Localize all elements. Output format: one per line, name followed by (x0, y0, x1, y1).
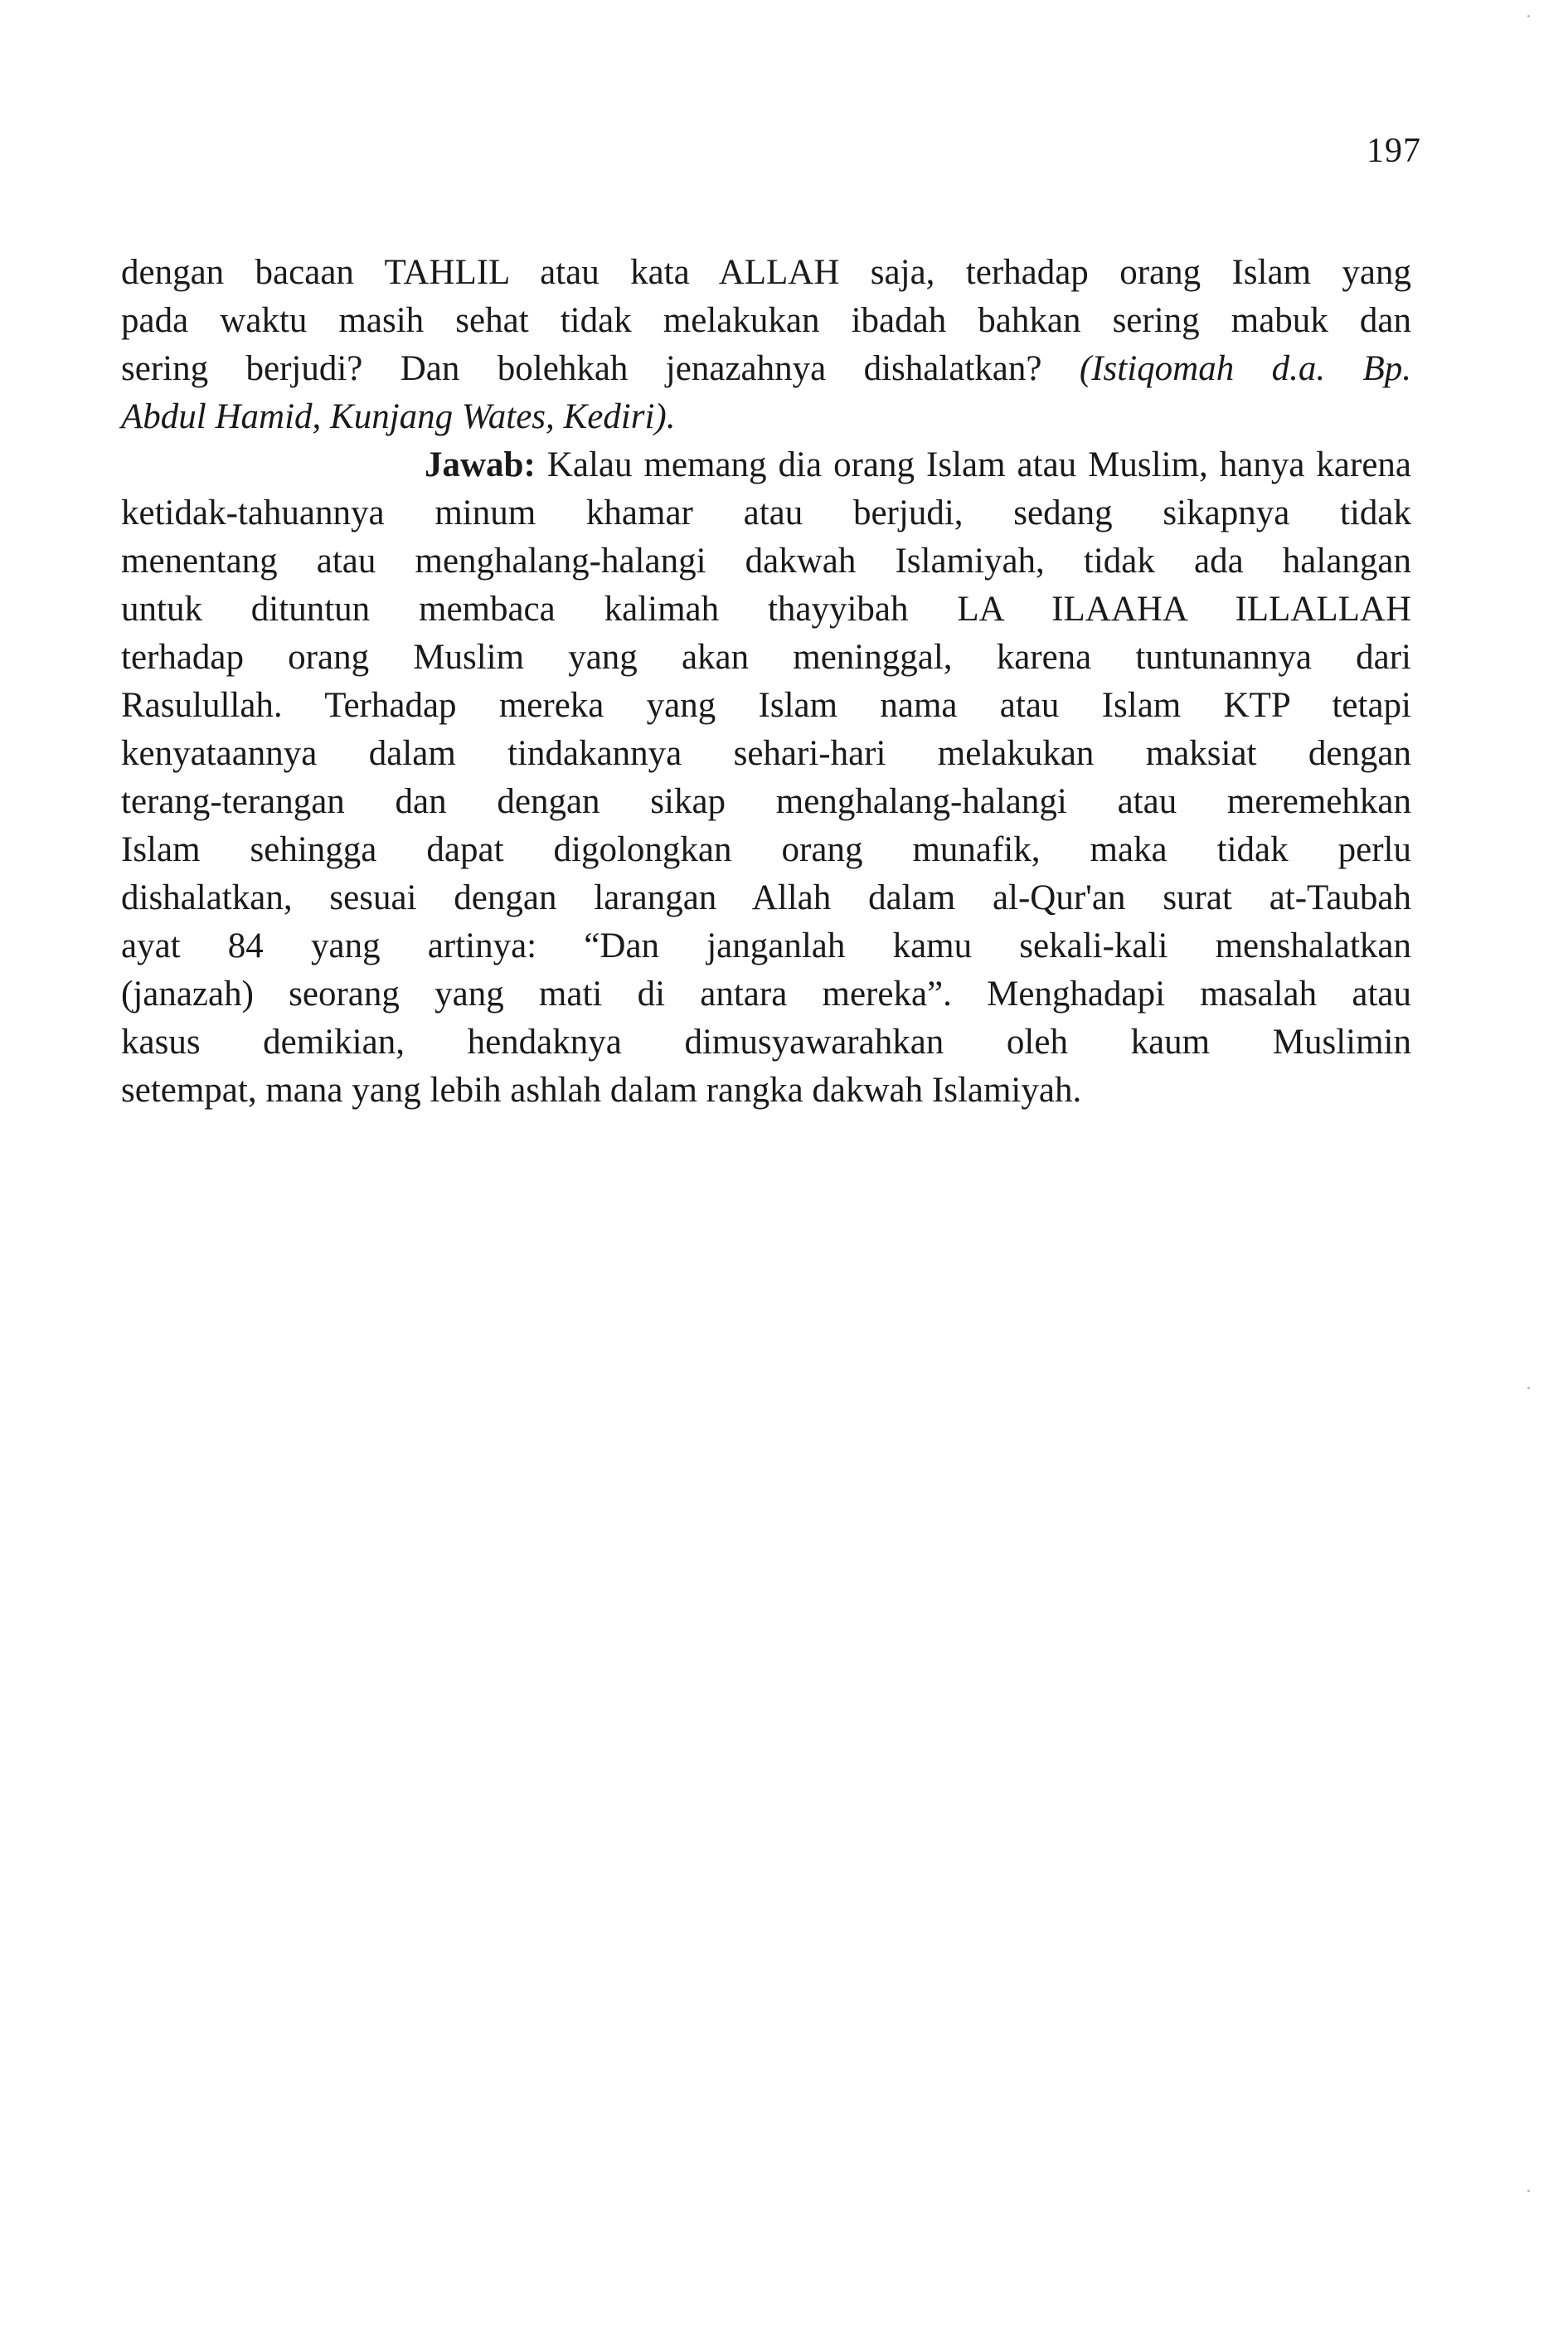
answer-line: menentang atau menghalang-halangi dakwah Islamiyah, tidak ada halangan (121, 542, 1411, 581)
answer-line: kenyataannya dalam tindakannya sehari-hari melakukan maksiat dengan (121, 734, 1411, 773)
question-line-1: dengan bacaan TAHLIL atau kata ALLAH saja, terhadap orang Islam yang (121, 253, 1411, 292)
page-number: 197 (1367, 132, 1421, 170)
question-source-part1: (Istiqomah d.a. Bp. (1079, 349, 1412, 388)
scan-speck (1527, 15, 1530, 17)
scan-speck (1527, 2190, 1530, 2192)
answer-label: Jawab: (425, 445, 536, 484)
answer-line: dishalatkan, sesuai dengan larangan Allah dalam al-Qur'an surat at-Taubah (121, 878, 1411, 917)
answer-line: terhadap orang Muslim yang akan meninggal, karena tuntunannya dari (121, 638, 1411, 677)
answer-first-line: Kalau memang dia orang Islam atau Muslim, hanya karena (546, 445, 1411, 484)
answer-line: ayat 84 yang artinya: “Dan janganlah kamu sekali-kali menshalatkan (121, 926, 1411, 965)
answer-line: ketidak-tahuannya minum khamar atau berjudi, sedang sikapnya tidak (121, 494, 1411, 532)
question-line-3 (121, 345, 1411, 393)
question-source-part2: Abdul Hamid, Kunjang Wates, Kediri). (121, 397, 676, 436)
answer-line: kasus demikian, hendaknya dimusyawarahkan oleh kaum Muslimin (121, 1023, 1411, 1062)
answer-line: terang-terangan dan dengan sikap menghalang-halangi atau meremehkan (121, 782, 1411, 821)
question-line-3-text: sering berjudi? Dan bolehkah jenazahnya dishalatkan? (121, 349, 1042, 388)
answer-line: untuk dituntun membaca kalimah thayyibah LA ILAAHA ILLALLAH (121, 590, 1411, 629)
answer-line: (janazah) seorang yang mati di antara mereka”. Menghadapi masalah atau (121, 975, 1411, 1014)
answer-last-line: setempat, mana yang lebih ashlah dalam rangka dakwah Islamiyah. (121, 1071, 1082, 1110)
body-text (121, 249, 1411, 1115)
scan-speck (1527, 1387, 1530, 1389)
answer-line-1 (121, 441, 1411, 489)
answer-line: Islam sehingga dapat digolongkan orang munafik, maka tidak perlu (121, 830, 1411, 869)
answer-line: Rasulullah. Terhadap mereka yang Islam nama atau Islam KTP tetapi (121, 686, 1411, 725)
question-line-2: pada waktu masih sehat tidak melakukan ibadah bahkan sering mabuk dan (121, 301, 1411, 340)
